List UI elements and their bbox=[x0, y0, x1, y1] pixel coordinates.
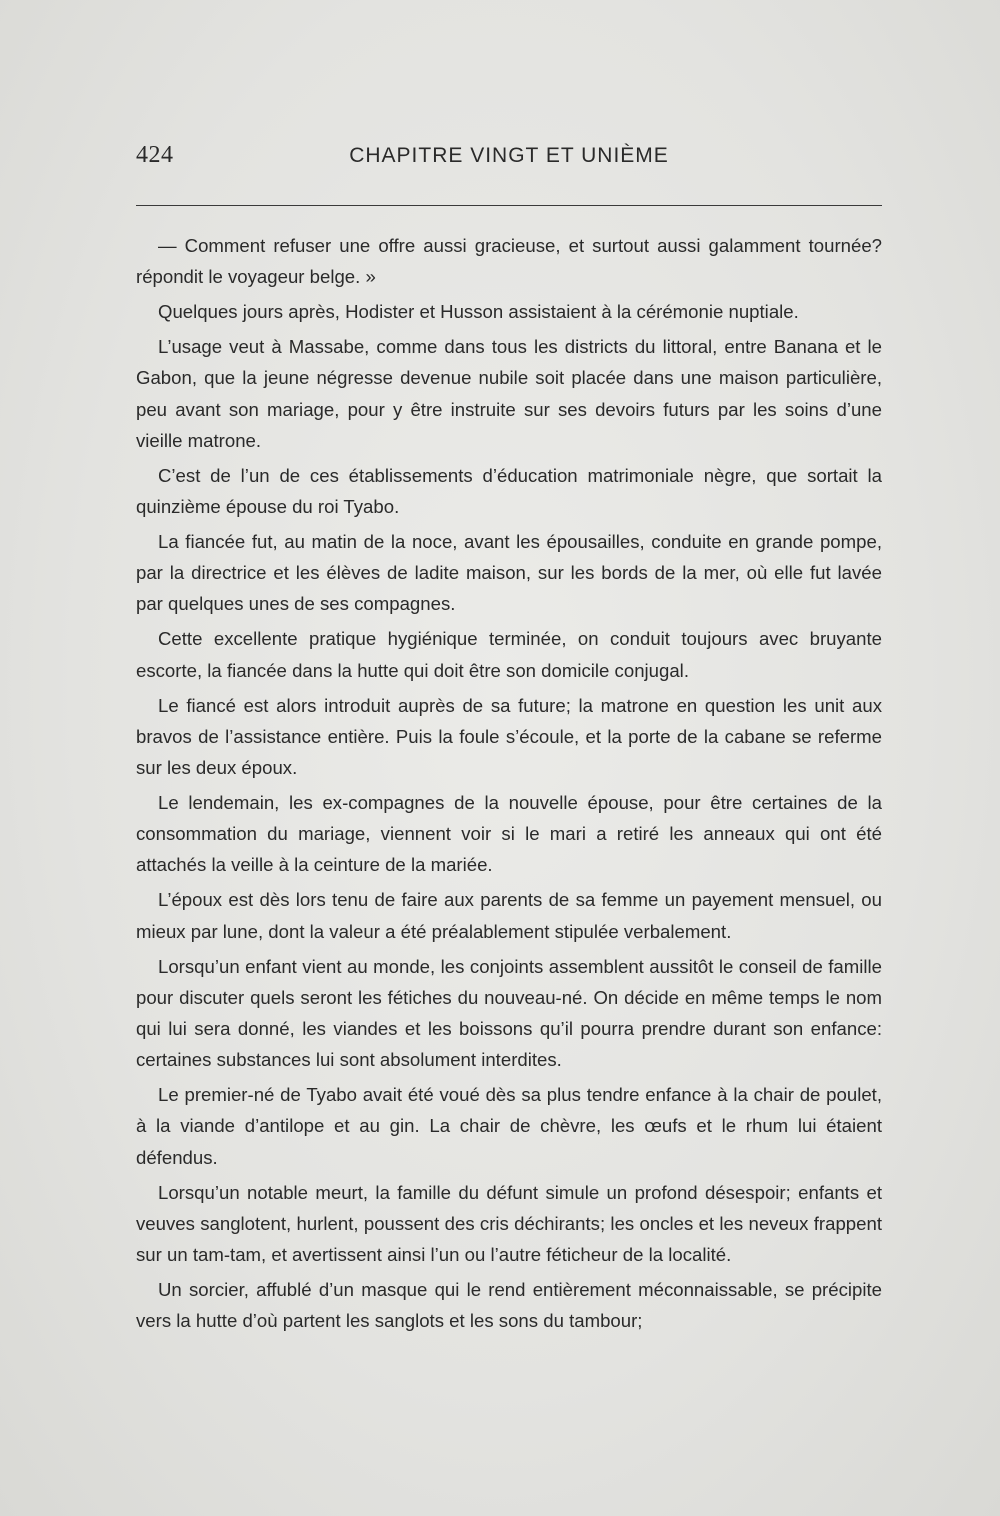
paragraph: Lorsqu’un enfant vient au monde, les conjoints assemblent aussitôt le conseil de famille pour discuter quels seront les fétiches du nouveau-né. On décide en même temps le nom qui lui sera donné, les viandes et les boissons qu’il pourra prendre durant son enfance: certaines substances lui sont absolument interdites. bbox=[136, 955, 882, 1071]
paragraph: Le premier-né de Tyabo avait été voué dès sa plus tendre enfance à la chair de poulet, à la viande d’antilope et au gin. La chair de chèvre, les œufs et le rhum lui étaient défendus. bbox=[136, 1084, 882, 1168]
header-rule bbox=[136, 205, 882, 206]
page-number: 424 bbox=[136, 142, 174, 168]
paragraph: La fiancée fut, au matin de la noce, avant les épousailles, conduite en grande pompe, par la directrice et les élèves de ladite maison, sur les bords de la mer, où elle fut lavée par quelques unes de ses compagnes. bbox=[136, 531, 882, 615]
paragraph: Lorsqu’un notable meurt, la famille du défunt simule un profond désespoir; enfants et veuves sanglotent, hurlent, poussent des cris déchirants; les oncles et les neveux frappent sur un tam-tam, et avertissent ainsi l’un ou l’autre féticheur de la localité. bbox=[136, 1181, 882, 1266]
paragraph: Le lendemain, les ex-compagnes de la nouvelle épouse, pour être certaines de la consommation du mariage, viennent voir si le mari a retiré les anneaux qui ont été attachés la veille à la ceinture de la mariée. bbox=[136, 792, 882, 876]
running-title: CHAPITRE VINGT ET UNIÈME bbox=[349, 144, 669, 167]
paragraph: Le fiancé est alors introduit auprès de sa future; la matrone en question les unit aux bravos de l’assistance entière. Puis la foule s’écoule, et la porte de la cabane se referme sur les deux époux. bbox=[136, 694, 882, 779]
paragraph: Un sorcier, affublé d’un masque qui le rend entièrement méconnaissable, se précipite vers la hutte d’où partent les sanglots et les sons du tambour; bbox=[136, 1279, 882, 1332]
paragraph: Cette excellente pratique hygiénique terminée, on conduit toujours avec bruyante escorte, la fiancée dans la hutte qui doit être son domicile conjugal. bbox=[136, 628, 882, 681]
paragraph: — Comment refuser une offre aussi gracieuse, et surtout aussi galamment tournée? répondit le voyageur belge. » bbox=[136, 235, 882, 288]
page-header bbox=[136, 142, 882, 176]
paragraph: C’est de l’un de ces établissements d’éducation matrimoniale nègre, que sortait la quinzième épouse du roi Tyabo. bbox=[136, 464, 882, 518]
body-text bbox=[136, 230, 882, 1336]
paragraph: Quelques jours après, Hodister et Husson assistaient à la cérémonie nuptiale. bbox=[158, 301, 799, 323]
paragraph: L’époux est dès lors tenu de faire aux parents de sa femme un payement mensuel, ou mieux par lune, dont la valeur a été préalablement stipulée verbalement. bbox=[136, 889, 882, 942]
paragraph: L’usage veut à Massabe, comme dans tous les districts du littoral, entre Banana et le Gabon, que la jeune négresse devenue nubile soit placée dans une maison particulière, peu avant son mariage, pour y être instruite sur ses devoirs futurs par les soins d’une vieille matrone. bbox=[136, 336, 882, 451]
